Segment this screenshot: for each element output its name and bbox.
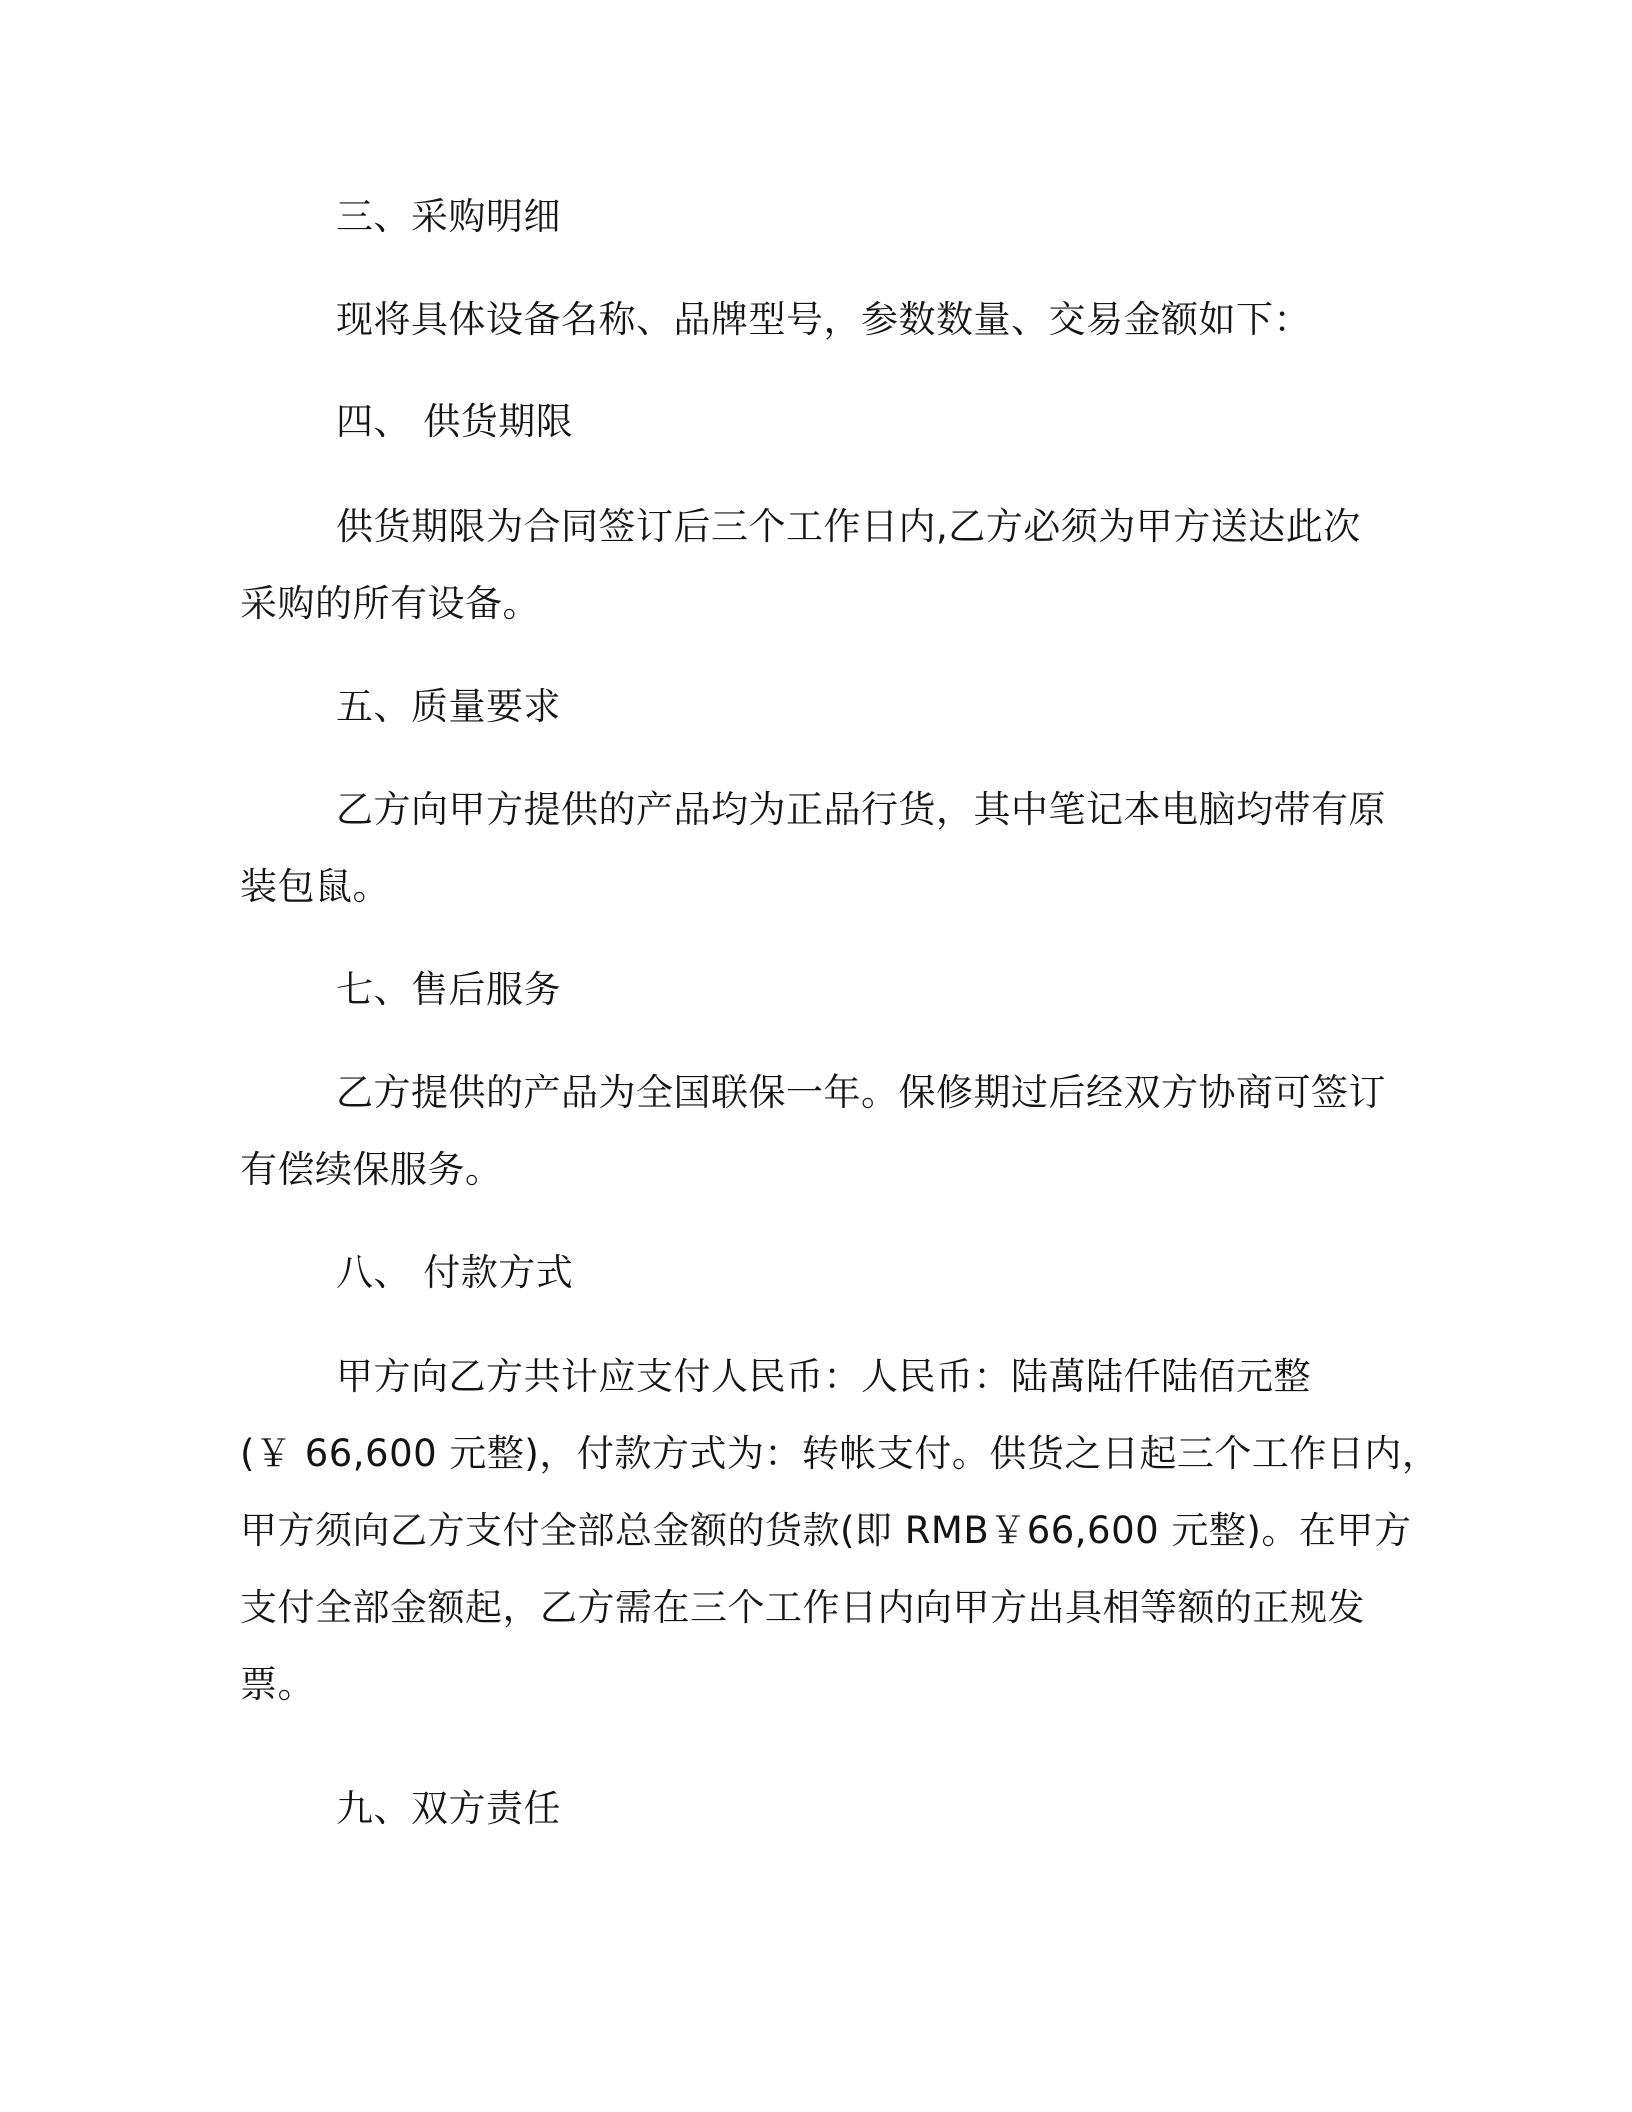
paragraph-line: 票。 xyxy=(240,1663,315,1706)
heading-text: 九、双方责任 xyxy=(336,1787,561,1830)
paragraph-procurement-details xyxy=(240,281,1420,358)
heading-text: 五、质量要求 xyxy=(336,685,561,728)
paragraph-line: (￥ 66,600 元整)，付款方式为：转帐支付。供货之日起三个工作日内， xyxy=(240,1432,1440,1475)
paragraph-quality xyxy=(240,771,1420,925)
paragraph-supply-period xyxy=(240,488,1420,642)
section-heading-8 xyxy=(240,1234,1420,1311)
paragraph-line: 甲方须向乙方支付全部总金额的货款(即 RMB￥66,600 元整)。在甲方 xyxy=(240,1509,1412,1552)
paragraph-line: 采购的所有设备。 xyxy=(240,582,540,625)
paragraph-line: 供货期限为合同签订后三个工作日内,乙方必须为甲方送达此次 xyxy=(336,505,1361,548)
paragraph-after-sales xyxy=(240,1054,1420,1208)
paragraph-line: 支付全部金额起，乙方需在三个工作日内向甲方出具相等额的正规发 xyxy=(240,1586,1365,1629)
paragraph-payment xyxy=(240,1338,1440,1723)
paragraph-line: 现将具体设备名称、品牌型号，参数数量、交易金额如下： xyxy=(336,298,1311,341)
section-heading-5 xyxy=(240,668,1420,745)
section-heading-4 xyxy=(240,383,1420,460)
heading-text: 七、售后服务 xyxy=(336,968,561,1011)
paragraph-line: 乙方提供的产品为全国联保一年。保修期过后经双方协商可签订 xyxy=(336,1071,1386,1114)
heading-text: 四、 供货期限 xyxy=(336,400,574,443)
heading-text: 八、 付款方式 xyxy=(336,1251,574,1294)
heading-text: 三、采购明细 xyxy=(336,195,561,238)
section-heading-7 xyxy=(240,951,1420,1028)
paragraph-line: 甲方向乙方共计应支付人民币：人民币：陆萬陆仟陆佰元整 xyxy=(336,1355,1311,1398)
paragraph-line: 装包鼠。 xyxy=(240,865,390,908)
section-heading-3 xyxy=(240,178,1420,255)
section-heading-9 xyxy=(240,1770,1420,1847)
paragraph-line: 乙方向甲方提供的产品均为正品行货，其中笔记本电脑均带有原 xyxy=(336,788,1386,831)
paragraph-line: 有偿续保服务。 xyxy=(240,1148,503,1191)
